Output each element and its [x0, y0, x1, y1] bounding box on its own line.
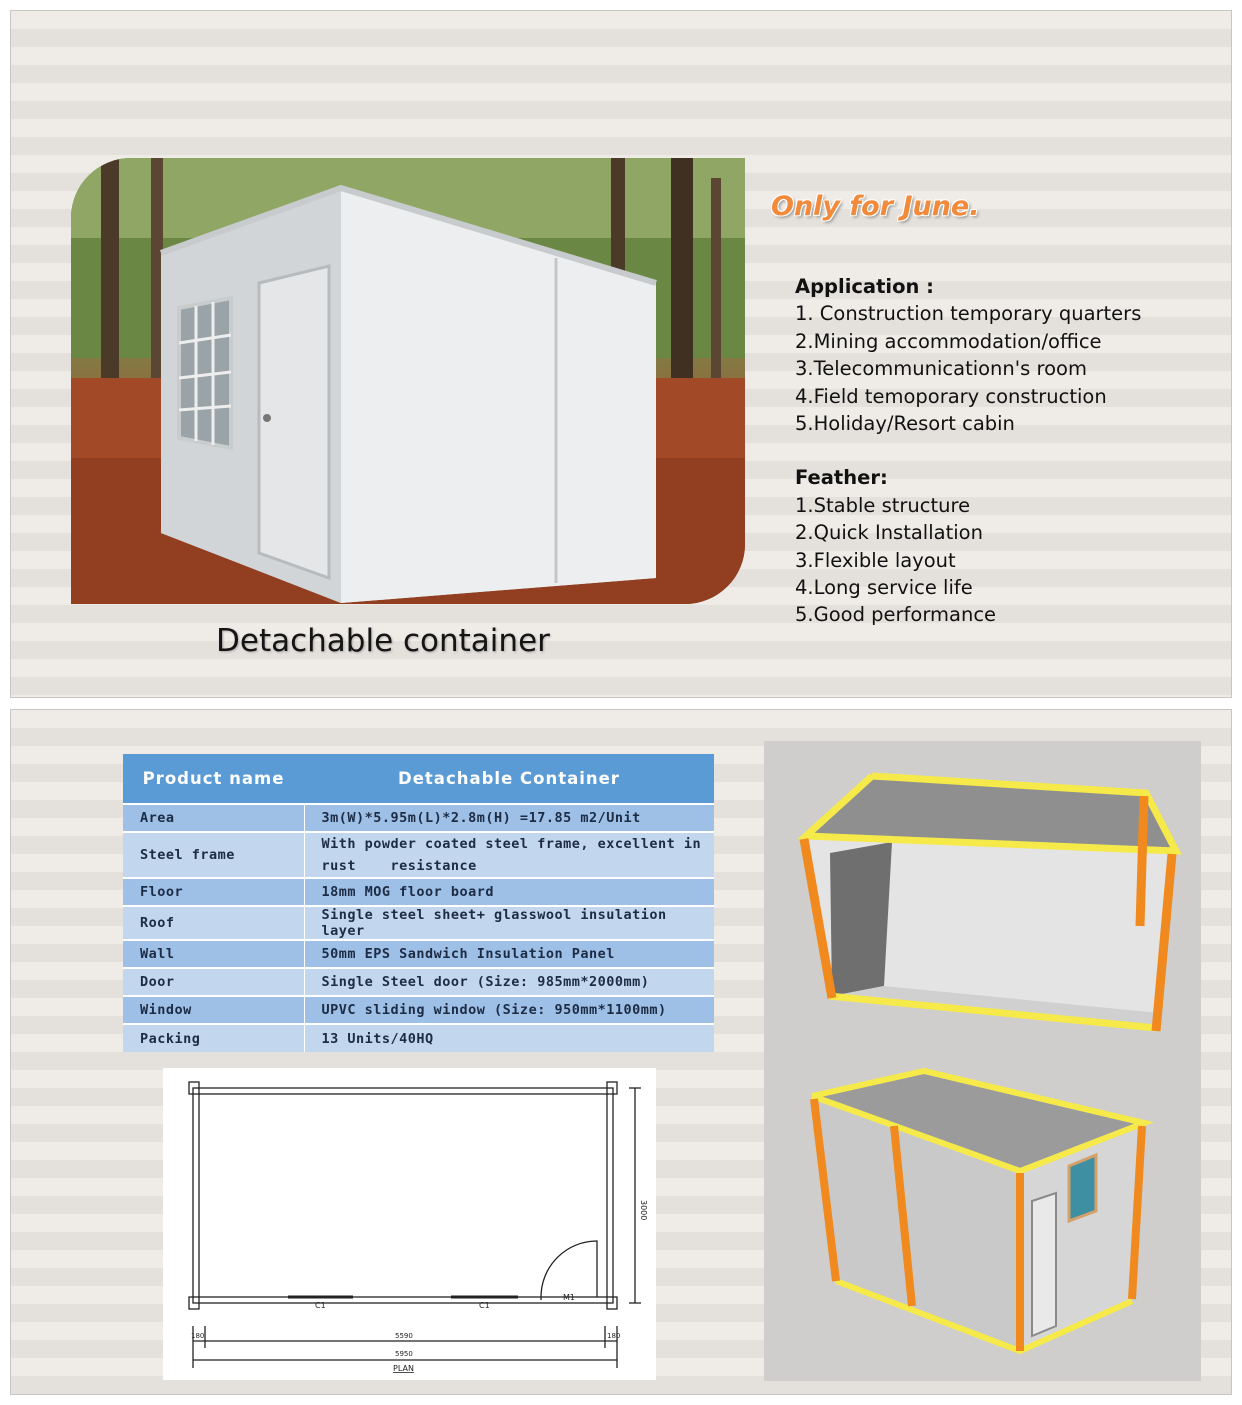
spec-value: UPVC sliding window (Size: 950mm*1100mm) — [304, 996, 714, 1024]
spec-value: Single steel sheet+ glasswool insulation layer — [304, 906, 714, 940]
bottom-panel — [10, 709, 1232, 1395]
spec-value: 13 Units/40HQ — [304, 1024, 714, 1052]
plan-height-dim: 3000 — [639, 1200, 648, 1221]
plan-title: PLAN — [393, 1364, 414, 1373]
spec-value-line: rust resistance — [321, 858, 477, 874]
spec-key: Door — [123, 968, 304, 996]
spec-row — [123, 996, 714, 1024]
container-photo — [71, 158, 745, 604]
spec-header-value: Detachable Container — [304, 754, 714, 804]
plan-dim-total: 5950 — [395, 1350, 413, 1358]
spec-value: 50mm EPS Sandwich Insulation Panel — [304, 940, 714, 968]
spec-row — [123, 832, 714, 878]
spec-row — [123, 968, 714, 996]
spec-row — [123, 940, 714, 968]
spec-value-line: With powder coated steel frame, excellent in — [321, 836, 702, 852]
spec-value: 18mm MOG floor board — [304, 878, 714, 906]
spec-key: Floor — [123, 878, 304, 906]
closed-render — [812, 1071, 1144, 1351]
application-item: 4.Field temoporary construction — [795, 384, 1107, 408]
feather-item: 4.Long service life — [795, 576, 973, 600]
plan-dim-mid: 5590 — [395, 1332, 413, 1340]
spec-value — [304, 832, 714, 878]
spec-value: Single Steel door (Size: 985mm*2000mm) — [304, 968, 714, 996]
application-item: 5.Holiday/Resort cabin — [795, 412, 1015, 436]
feather-item: 2.Quick Installation — [795, 521, 983, 545]
top-panel — [10, 10, 1232, 698]
plan-door-label: M1 — [563, 1293, 575, 1302]
spec-key: Area — [123, 804, 304, 832]
application-item: 3.Telecommunicationn's room — [795, 357, 1087, 381]
spec-value: 3m(W)*5.95m(L)*2.8m(H) =17.85 m2/Unit — [304, 804, 714, 832]
spec-row — [123, 804, 714, 832]
application-heading: Application : — [795, 275, 934, 298]
photo-caption: Detachable container — [216, 623, 550, 659]
spec-row — [123, 1024, 714, 1052]
plan-window-label: C1 — [479, 1301, 490, 1310]
container-3d-renders — [764, 741, 1201, 1381]
spec-key: Steel frame — [123, 832, 304, 878]
feature-list — [795, 273, 1215, 629]
feather-item: 1.Stable structure — [795, 493, 971, 517]
spec-row — [123, 906, 714, 940]
plan-window-label: C1 — [315, 1301, 326, 1310]
spec-header-name: Product name — [123, 754, 304, 804]
frame-render — [804, 776, 1176, 1031]
spec-key: Window — [123, 996, 304, 1024]
feather-item: 5.Good performance — [795, 603, 997, 627]
feather-heading: Feather: — [795, 466, 888, 490]
plan-dim-left: 180 — [191, 1332, 205, 1340]
floor-plan-drawing — [163, 1068, 656, 1380]
spec-row — [123, 878, 714, 906]
feather-item: 3.Flexible layout — [795, 548, 956, 572]
spec-key: Wall — [123, 940, 304, 968]
spec-table — [123, 754, 714, 1052]
promo-headline: Only for June. — [771, 191, 980, 222]
plan-dim-right: 180 — [607, 1332, 621, 1340]
spec-key: Roof — [123, 906, 304, 940]
application-item: 1. Construction temporary quarters — [795, 302, 1142, 326]
application-item: 2.Mining accommodation/office — [795, 329, 1102, 353]
spec-key: Packing — [123, 1024, 304, 1052]
